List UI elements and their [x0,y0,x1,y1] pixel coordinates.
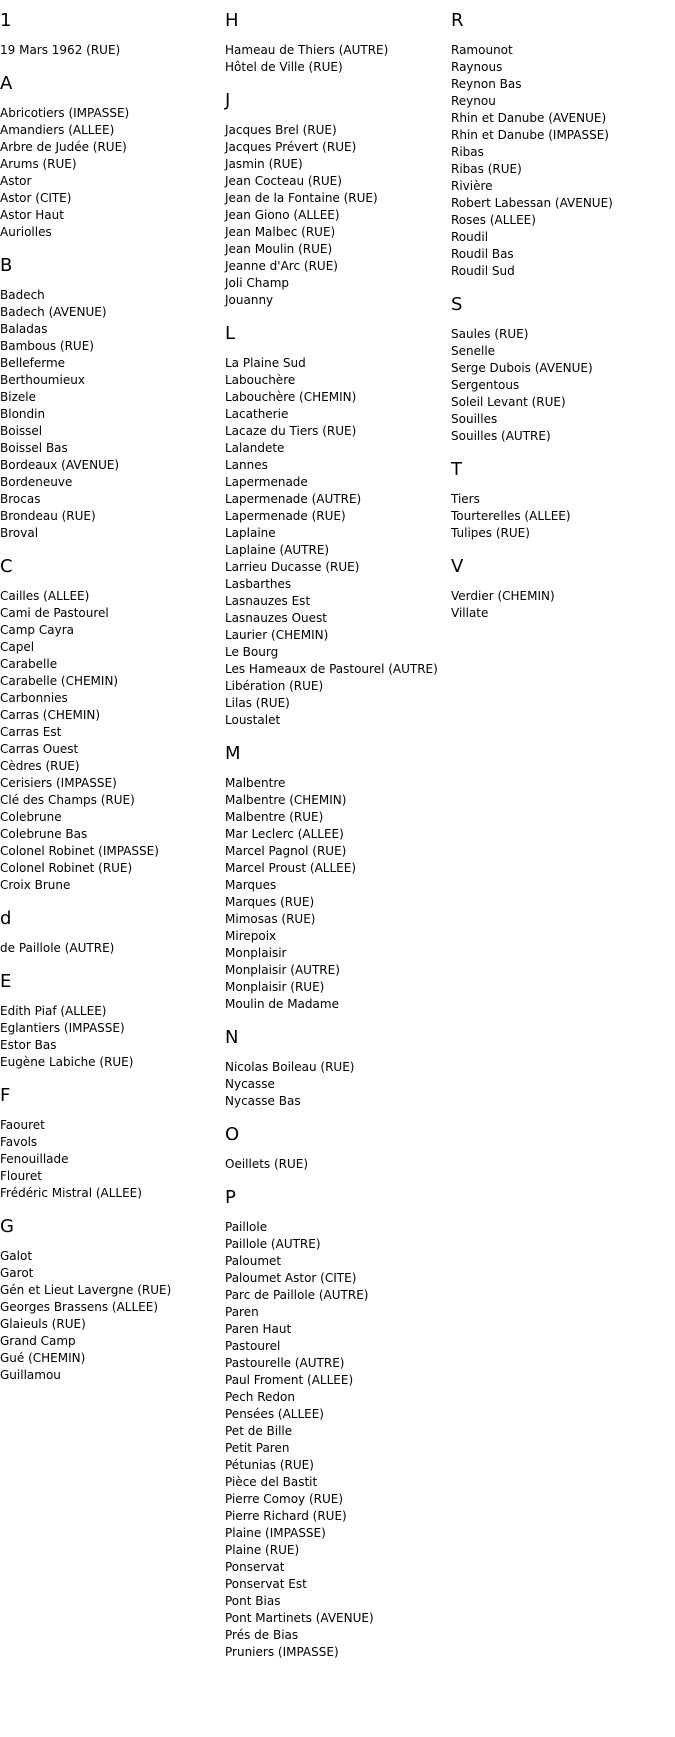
street-item: Paul Froment (ALLEE) [225,1373,354,1387]
letter-group [225,10,450,76]
letter-heading: V [451,556,464,577]
street-item: Tourterelles (ALLEE) [451,509,571,523]
street-item: Marcel Proust (ALLEE) [225,861,357,875]
street-item: Colonel Robinet (IMPASSE) [0,844,159,858]
street-item: Arbre de Judée (RUE) [0,140,127,154]
street-item: Monplaisir (RUE) [225,980,325,994]
street-item: Bambous (RUE) [0,339,94,353]
street-item: Lapermenade (RUE) [225,509,346,523]
street-list [225,122,450,309]
street-item: Plaine (IMPASSE) [225,1526,326,1540]
letter-group [225,1187,450,1661]
street-item: Nicolas Boileau (RUE) [225,1060,355,1074]
street-list [225,355,450,729]
street-list [225,1059,450,1110]
street-item: Pierre Richard (RUE) [225,1509,347,1523]
letter-heading: M [225,743,241,764]
letter-heading: C [0,556,13,577]
street-item: Lacatherie [225,407,289,421]
street-item: Paillole [225,1220,268,1234]
letter-group [225,90,450,309]
street-item: Glaieuls (RUE) [0,1317,86,1331]
street-item: Astor (CITE) [0,191,72,205]
street-item: Sergentous [451,378,520,392]
street-item: Eugène Labiche (RUE) [0,1055,134,1069]
street-item: Carras (CHEMIN) [0,708,101,722]
street-item: Lacaze du Tiers (RUE) [225,424,357,438]
street-item: Jeanne d'Arc (RUE) [225,259,338,273]
street-item: Marcel Pagnol (RUE) [225,844,347,858]
street-item: Colebrune [0,810,62,824]
street-item: Malbentre (RUE) [225,810,324,824]
street-item: Carabelle [0,657,58,671]
street-item: Verdier (CHEMIN) [451,589,555,603]
street-item: Raynous [451,60,503,74]
street-item: Galot [0,1249,33,1263]
letter-heading: d [0,908,12,929]
street-item: Lasnauzes Est [225,594,311,608]
letter-group [451,556,675,622]
street-item: Pièce del Bastit [225,1475,318,1489]
street-item: Lapermenade (AUTRE) [225,492,362,506]
column-3 [451,0,675,636]
street-item: Moulin de Madame [225,997,339,1011]
street-item: Roudil Bas [451,247,514,261]
street-item: Badech [0,288,45,302]
street-item: Rhin et Danube (AVENUE) [451,111,607,125]
street-item: Capel [0,640,35,654]
street-item: Astor Haut [0,208,64,222]
street-item: Ponservat Est [225,1577,307,1591]
street-list [451,588,675,622]
street-item: Badech (AVENUE) [0,305,107,319]
street-item: Jasmin (RUE) [225,157,303,171]
street-item: Clé des Champs (RUE) [0,793,135,807]
street-list [225,1156,450,1173]
street-item: Lilas (RUE) [225,696,290,710]
street-item: Souilles [451,412,498,426]
street-item: Lalandete [225,441,285,455]
street-item: Joli Champ [225,276,290,290]
street-item: Jean de la Fontaine (RUE) [225,191,378,205]
street-item: Rivière [451,179,493,193]
column-2 [225,0,450,1675]
street-item: Oeillets (RUE) [225,1157,309,1171]
street-item: Paren [225,1305,259,1319]
letter-heading: H [225,10,239,31]
street-item: Mirepoix [225,929,277,943]
street-item: Bizele [0,390,36,404]
street-item: Lasnauzes Ouest [225,611,327,625]
street-item: Ponservat [225,1560,285,1574]
letter-heading: F [0,1085,11,1106]
street-item: Boissel Bas [0,441,68,455]
street-item: Garot [0,1266,34,1280]
letter-heading: G [0,1216,14,1237]
letter-heading: L [225,323,236,344]
street-list [0,42,225,59]
street-list [225,775,450,1013]
street-item: Fenouillade [0,1152,69,1166]
street-item: Malbentre (CHEMIN) [225,793,347,807]
letter-group [0,1085,225,1202]
street-item: Lasbarthes [225,577,292,591]
street-item: Jean Malbec (RUE) [225,225,336,239]
street-item: Larrieu Ducasse (RUE) [225,560,360,574]
street-item: Reynon Bas [451,77,522,91]
street-item: Pech Redon [225,1390,295,1404]
street-item: Senelle [451,344,496,358]
letter-heading: N [225,1027,239,1048]
letter-group [0,908,225,957]
street-item: Roudil [451,230,489,244]
street-item: Malbentre [225,776,286,790]
letter-heading: A [0,73,13,94]
street-item: Cerisiers (IMPASSE) [0,776,117,790]
street-item: Roses (ALLEE) [451,213,536,227]
street-item: Jean Moulin (RUE) [225,242,333,256]
street-item: Robert Labessan (AVENUE) [451,196,613,210]
street-item: Pierre Comoy (RUE) [225,1492,344,1506]
street-item: Loustalet [225,713,281,727]
letter-group [0,1216,225,1384]
street-item: Colonel Robinet (RUE) [0,861,133,875]
street-item: Brondeau (RUE) [0,509,96,523]
street-item: Saules (RUE) [451,327,529,341]
letter-heading: E [0,971,12,992]
street-item: Croix Brune [0,878,71,892]
street-item: Amandiers (ALLEE) [0,123,115,137]
street-item: Nycasse Bas [225,1094,301,1108]
street-item: Villate [451,606,489,620]
street-item: Guillamou [0,1368,61,1382]
street-item: Nycasse [225,1077,275,1091]
letter-group [0,10,225,59]
street-item: Cèdres (RUE) [0,759,80,773]
street-item: Laplaine (AUTRE) [225,543,330,557]
street-item: Favols [0,1135,38,1149]
letter-group [0,255,225,542]
street-item: Carras Est [0,725,62,739]
street-item: Serge Dubois (AVENUE) [451,361,593,375]
letter-heading: J [225,90,231,111]
letter-heading: S [451,294,463,315]
column-1 [0,0,225,1398]
letter-heading: R [451,10,464,31]
street-item: Pont Martinets (AVENUE) [225,1611,374,1625]
street-item: Grand Camp [0,1334,76,1348]
street-item: Broval [0,526,39,540]
street-item: Mar Leclerc (ALLEE) [225,827,344,841]
street-item: Pont Bias [225,1594,281,1608]
street-list [225,42,450,76]
street-item: Frédéric Mistral (ALLEE) [0,1186,142,1200]
street-item: Parc de Paillole (AUTRE) [225,1288,369,1302]
street-item: Hameau de Thiers (AUTRE) [225,43,389,57]
street-item: Jacques Brel (RUE) [225,123,337,137]
street-item: Paren Haut [225,1322,292,1336]
street-item: Cailles (ALLEE) [0,589,90,603]
street-item: Belleferme [0,356,66,370]
street-item: Plaine (RUE) [225,1543,300,1557]
street-item: Gué (CHEMIN) [0,1351,86,1365]
letter-heading: B [0,255,13,276]
street-item: Estor Bas [0,1038,57,1052]
letter-heading: P [225,1187,236,1208]
street-item: Boissel [0,424,43,438]
street-item: Lannes [225,458,268,472]
street-item: Auriolles [0,225,52,239]
street-list [0,105,225,241]
street-item: Jacques Prévert (RUE) [225,140,357,154]
street-list [451,491,675,542]
street-item: Monplaisir [225,946,287,960]
street-item: Reynou [451,94,496,108]
street-item: Libération (RUE) [225,679,324,693]
letter-group [451,294,675,445]
street-item: Carbonnies [0,691,68,705]
street-item: Jean Cocteau (RUE) [225,174,342,188]
street-list [0,1248,225,1384]
street-item: Camp Cayra [0,623,74,637]
letter-group [225,1027,450,1110]
street-item: Souilles (AUTRE) [451,429,551,443]
street-item: La Plaine Sud [225,356,306,370]
letter-group [451,459,675,542]
street-list [451,326,675,445]
street-item: Astor [0,174,32,188]
street-item: Mimosas (RUE) [225,912,316,926]
letter-group [0,556,225,894]
street-list [0,1117,225,1202]
street-item: Marques (RUE) [225,895,315,909]
street-item: Labouchère (CHEMIN) [225,390,357,404]
street-list [451,42,675,280]
street-item: Flouret [0,1169,42,1183]
letter-group [225,743,450,1013]
street-item: Tulipes (RUE) [451,526,530,540]
letter-heading: T [451,459,462,480]
street-item: Edith Piaf (ALLEE) [0,1004,107,1018]
street-item: Paloumet [225,1254,282,1268]
letter-heading: O [225,1124,240,1145]
street-item: Labouchère [225,373,296,387]
street-item: Eglantiers (IMPASSE) [0,1021,125,1035]
letter-group [0,971,225,1071]
street-item: Brocas [0,492,41,506]
street-list [0,1003,225,1071]
street-item: Arums (RUE) [0,157,77,171]
street-item: Jouanny [225,293,274,307]
street-item: Pétunias (RUE) [225,1458,314,1472]
street-item: Soleil Levant (RUE) [451,395,566,409]
street-list [0,588,225,894]
street-item: Monplaisir (AUTRE) [225,963,340,977]
street-item: Le Bourg [225,645,279,659]
street-item: Prés de Bias [225,1628,299,1642]
street-list [225,1219,450,1661]
street-item: Gén et Lieut Lavergne (RUE) [0,1283,172,1297]
street-item: Carabelle (CHEMIN) [0,674,119,688]
street-list [0,940,225,957]
street-item: Laplaine [225,526,276,540]
street-item: Colebrune Bas [0,827,88,841]
street-item: Blondin [0,407,46,421]
letter-group [451,10,675,280]
street-item: Hôtel de Ville (RUE) [225,60,343,74]
street-item: Laurier (CHEMIN) [225,628,329,642]
street-item: Carras Ouest [0,742,79,756]
street-item: Lapermenade [225,475,308,489]
street-item: Les Hameaux de Pastourel (AUTRE) [225,662,438,676]
street-item: Baladas [0,322,48,336]
street-item: Pruniers (IMPASSE) [225,1645,339,1659]
letter-group [225,1124,450,1173]
letter-group [225,323,450,729]
street-item: Pastourel [225,1339,281,1353]
letter-heading: 1 [0,10,12,31]
street-item: Pensées (ALLEE) [225,1407,324,1421]
street-item: Cami de Pastourel [0,606,109,620]
street-item: Bordeaux (AVENUE) [0,458,120,472]
street-item: Faouret [0,1118,45,1132]
street-list [0,287,225,542]
street-item: Tiers [451,492,480,506]
street-item: Roudil Sud [451,264,515,278]
street-item: Georges Brassens (ALLEE) [0,1300,158,1314]
street-item: Jean Giono (ALLEE) [225,208,340,222]
street-item: Marques [225,878,277,892]
street-item: Paloumet Astor (CITE) [225,1271,357,1285]
street-item: Paillole (AUTRE) [225,1237,321,1251]
street-item: Abricotiers (IMPASSE) [0,106,130,120]
street-item: de Paillole (AUTRE) [0,941,115,955]
street-item: Berthoumieux [0,373,85,387]
street-item: Petit Paren [225,1441,290,1455]
street-item: Pastourelle (AUTRE) [225,1356,345,1370]
street-item: Ribas [451,145,484,159]
street-item: Rhin et Danube (IMPASSE) [451,128,609,142]
street-item: Ribas (RUE) [451,162,522,176]
street-item: Bordeneuve [0,475,73,489]
street-item: Ramounot [451,43,513,57]
letter-group [0,73,225,241]
street-item: Pet de Bille [225,1424,293,1438]
street-item: 19 Mars 1962 (RUE) [0,43,121,57]
